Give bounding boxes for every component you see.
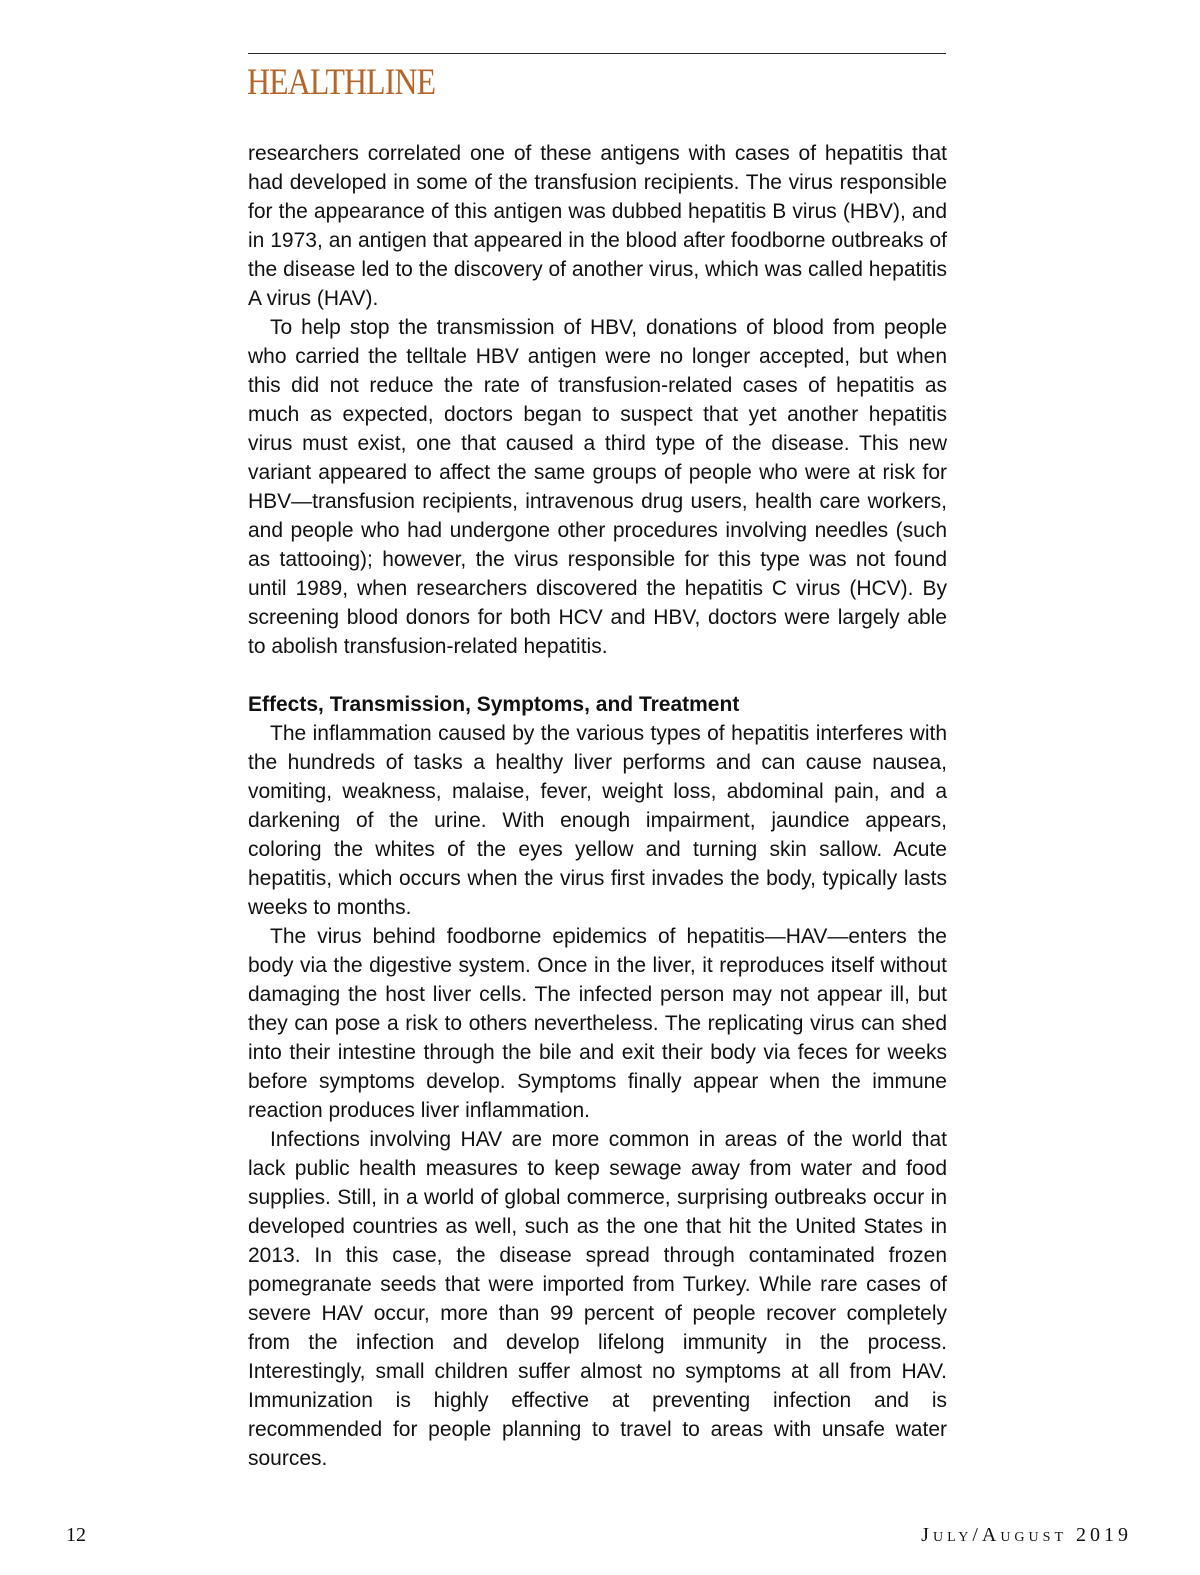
article-paragraph: The inflammation caused by the various types of hepatitis interferes with the hundreds of tasks a healthy liver performs and can cause nausea, vomiting, weakness, malaise, fever, weight loss, abdominal pain, and a darkening of the urine. With enough impairment, jaundice appears, coloring the whites of the eyes yellow and turning skin sallow. Acute hepatitis, which occurs when the virus first invades the body, typically lasts weeks to months. — [248, 722, 947, 919]
article-paragraph: researchers correlated one of these antigens with cases of hepatitis that had developed in some of the transfusion recipients. The virus responsible for the appearance of this antigen was dubbed hepatitis B virus (HBV), and in 1973, an antigen that appeared in the blood after foodborne outbreaks of the disease led to the discovery of another virus, which was called hepatitis A virus (HAV). — [248, 142, 947, 310]
article-paragraph: Infections involving HAV are more common in areas of the world that lack public health measures to keep sewage away from water and food supplies. Still, in a world of global commerce, surprising outbreaks occur in developed countries as well, such as the one that hit the United States in 2013. In this case, the disease spread through contaminated frozen pomegranate seeds that were imported from Turkey. While rare cases of severe HAV occur, more than 99 percent of people recover completely from the infection and develop lifelong immunity in the process. Interestingly, small children suffer almost no symptoms at all from HAV. Immunization is highly effective at preventing infection and is recommended for people planning to travel to areas with unsafe water sources. — [248, 1128, 947, 1470]
header-rule — [248, 53, 946, 54]
article-paragraph: The virus behind foodborne epidemics of hepatitis—HAV—enters the body via the digestive system. Once in the liver, it reproduces itself without damaging the host liver cells. The infected person may not appear ill, but they can pose a risk to others nevertheless. The replicating virus can shed into their intestine through the bile and exit their body via feces for weeks before symptoms develop. Symptoms finally appear when the immune reaction produces liver inflammation. — [248, 925, 947, 1122]
article-subheading: Effects, Transmission, Symptoms, and Treatment — [248, 693, 740, 716]
issue-date: July/August 2019 — [921, 1524, 1132, 1546]
article-body — [248, 139, 947, 1473]
section-title: HEALTHLINE — [247, 62, 436, 103]
page-number: 12 — [66, 1524, 86, 1546]
article-paragraph: To help stop the transmission of HBV, donations of blood from people who carried the telltale HBV antigen were no longer accepted, but when this did not reduce the rate of transfusion-related cases of hepatitis as much as expected, doctors began to suspect that yet another hepatitis virus must exist, one that caused a third type of the disease. This new variant appeared to affect the same groups of people who were at risk for HBV—transfusion recipients, intravenous drug users, health care workers, and people who had undergone other procedures involving needles (such as tattooing); however, the virus responsible for this type was not found until 1989, when researchers discovered the hepatitis C virus (HCV). By screening blood donors for both HCV and HBV, doctors were largely able to abolish transfusion-related hepatitis. — [248, 316, 947, 658]
